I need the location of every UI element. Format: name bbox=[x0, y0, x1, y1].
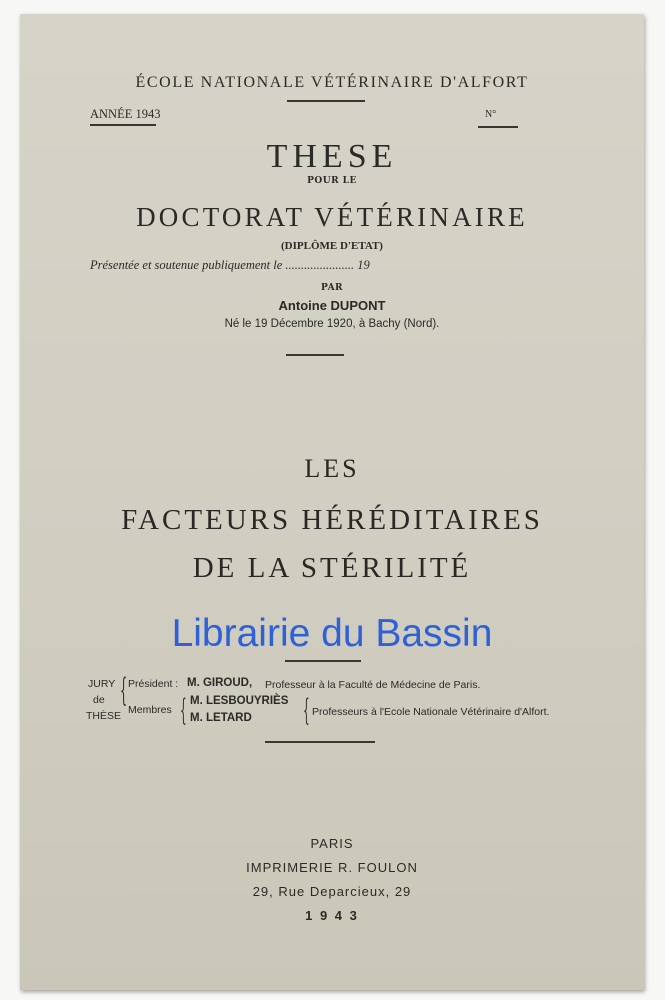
author-birth: Né le 19 Décembre 1920, à Bachy (Nord). bbox=[224, 318, 440, 330]
member-1: M. LESBOUYRIÈS bbox=[190, 695, 289, 707]
president-label: Président : bbox=[128, 678, 179, 690]
president-title: Professeur à la Faculté de Médecine de Paris. bbox=[265, 679, 481, 691]
publication-year: 1 9 4 3 bbox=[305, 908, 359, 923]
title-line-1: LES bbox=[304, 454, 360, 483]
year-label: ANNÉE 1943 bbox=[90, 107, 161, 121]
presentation-line: Présentée et soutenue publiquement le ...................... 19 bbox=[90, 258, 370, 272]
diplome-note: (DIPLÔME D'ETAT) bbox=[281, 240, 383, 252]
publisher-address: 29, Rue Deparcieux, 29 bbox=[252, 884, 412, 899]
these-heading: THESE bbox=[266, 138, 398, 175]
membres-label: Membres bbox=[128, 704, 172, 716]
title-line-3: DE LA STÉRILITÉ bbox=[192, 552, 472, 584]
jury-brace: { bbox=[120, 671, 128, 709]
pour-le: POUR LE bbox=[307, 176, 357, 186]
doctorat-heading: DOCTORAT VÉTÉRINAIRE bbox=[136, 202, 528, 232]
members-title: Professeurs à l'Ecole Nationale Vétérinaire d'Alfort. bbox=[312, 706, 550, 718]
president-name: M. GIROUD, bbox=[187, 677, 253, 689]
thesis-cover bbox=[20, 14, 644, 990]
author-rule bbox=[286, 354, 344, 356]
par-label: PAR bbox=[320, 283, 344, 293]
member-2: M. LETARD bbox=[190, 712, 252, 724]
jury-label: JURY bbox=[88, 678, 116, 690]
jury-bottom-rule bbox=[265, 741, 375, 743]
jury-de-label: de bbox=[93, 694, 105, 706]
number-rule bbox=[478, 126, 518, 128]
author-name: Antoine DUPONT bbox=[278, 298, 386, 313]
members-close-brace: { bbox=[303, 693, 310, 728]
jury-top-rule bbox=[285, 660, 361, 662]
members-brace: { bbox=[180, 693, 187, 728]
title-line-2: FACTEURS HÉRÉDITAIRES bbox=[121, 504, 543, 536]
publisher-city: PARIS bbox=[310, 836, 354, 851]
school-rule bbox=[287, 100, 365, 102]
jury-these-label: THÈSE bbox=[86, 710, 122, 722]
school-name: ÉCOLE NATIONALE VÉTÉRINAIRE D'ALFORT bbox=[135, 74, 529, 91]
number-label: N° bbox=[485, 109, 497, 120]
year-rule bbox=[90, 124, 156, 126]
publisher-name: IMPRIMERIE R. FOULON bbox=[246, 860, 418, 875]
bookseller-watermark: Librairie du Bassin bbox=[171, 612, 493, 655]
